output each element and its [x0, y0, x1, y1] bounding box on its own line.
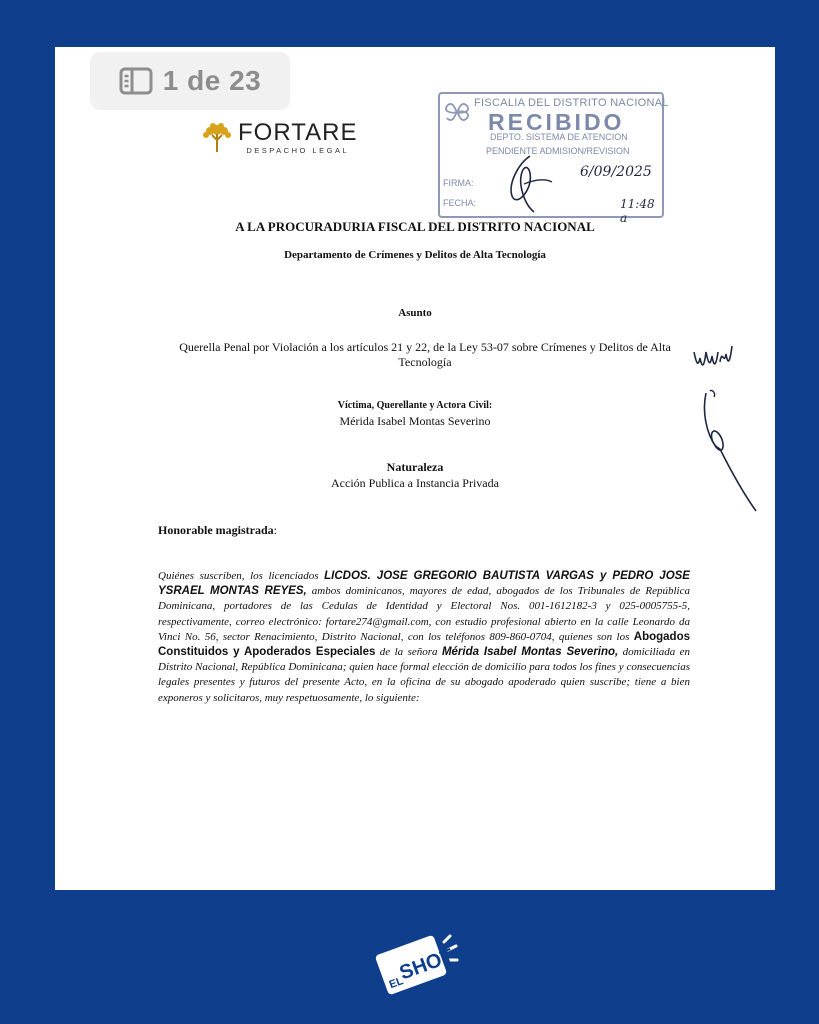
victima-label: Víctima, Querellante y Actora Civil:: [337, 400, 493, 411]
naturaleza-label: Naturaleza: [386, 460, 444, 474]
sidebar-panel-icon: [119, 67, 153, 95]
body-client: Mérida Isabel Montas Severino,: [441, 646, 619, 659]
elshot-el: EL: [387, 975, 405, 992]
stamp-time: 11:48 a: [620, 197, 655, 225]
asunto-label: Asunto: [398, 307, 432, 319]
stamp-fecha-label: FECHA:: [443, 198, 477, 208]
logo-name: FORTARE: [238, 119, 358, 146]
received-stamp: [438, 92, 669, 225]
stamp-received: RECIBIDO: [488, 109, 625, 135]
elshot-logo-icon: [370, 934, 460, 998]
stamp-date: 6/09/2025: [580, 164, 652, 180]
elshot-shot: SHOT: [396, 944, 457, 985]
stamp-institution: FISCALIA DEL DISTRITO NACIONAL: [474, 97, 669, 109]
logo-subtitle: DESPACHO LEGAL: [246, 146, 350, 155]
stamp-department: DEPTO. SISTEMA DE ATENCION: [490, 132, 628, 142]
body-text-2: ambos dominicanos, mayores de edad, abogados de los Tribunales de República Dominicana, portadores de las Cedulas de Identidad y Electoral Nos. 001-1612182-3 y 025-0005755-5, respectivamente, correo electrónico: fortare274@gmail.com, con estudio profesional abierto en la calle Leonardo da Vinci No. 56, sector Renacimiento, Distrito Nacional, con los teléfonos 809-860-0704, quienes son los: [158, 585, 690, 643]
body-lawyers: LICDOS. JOSE GREGORIO BAUTISTA VARGAS y PEDRO JOSE YSRAEL MONTAS REYES,: [158, 570, 690, 598]
body-role: Abogados Constituidos y Apoderados Especiales: [158, 630, 690, 659]
margin-initials: [690, 342, 738, 374]
department: Departamento de Crímenes y Delitos de Alta Tecnología: [284, 249, 546, 261]
body-paragraph: [158, 569, 690, 706]
margin-signature: [690, 385, 762, 517]
salutation-text: Honorable magistrada: [158, 523, 274, 537]
stamp-firma-label: FIRMA:: [443, 178, 474, 188]
salutation-colon: :: [273, 523, 278, 537]
naturaleza-value: Acción Publica a Instancia Privada: [331, 476, 499, 490]
addressee: A LA PROCURADURIA FISCAL DEL DISTRITO NACIONAL: [235, 219, 595, 234]
page-counter-label: 1 de 23: [162, 65, 262, 96]
stamp-signature: [500, 154, 560, 216]
asunto-text: Querella Penal por Violación a los artículos 21 y 22, de la Ley 53-07 sobre Crímenes y Delitos de Alta Tecnología: [179, 340, 671, 369]
body-text-3: de la señora: [375, 646, 442, 659]
salutation: [158, 523, 277, 538]
letterhead-logo: [200, 120, 357, 155]
body-text-4: domiciliada en Distrito Nacional, República Dominicana; quien hace formal elección de domicilio para todos los fines y consecuencias legales presentes y futuros del presente Acto, en la oficina de su abogado apoderado quien suscribe; tiene a bien exponeros y solicitaros, muy respetuosamente, lo siguiente:: [158, 646, 691, 704]
tree-icon: [200, 120, 234, 154]
victima-name: Mérida Isabel Montas Severino: [339, 414, 491, 428]
body-text-1: Quiénes suscriben, los licenciados: [158, 570, 325, 582]
page-counter[interactable]: [90, 52, 290, 110]
stamp-emblem-icon: [444, 100, 470, 124]
stamp-status: PENDIENTE ADMISION/REVISION: [486, 146, 630, 156]
elshot-brand-logo: [370, 934, 460, 1003]
